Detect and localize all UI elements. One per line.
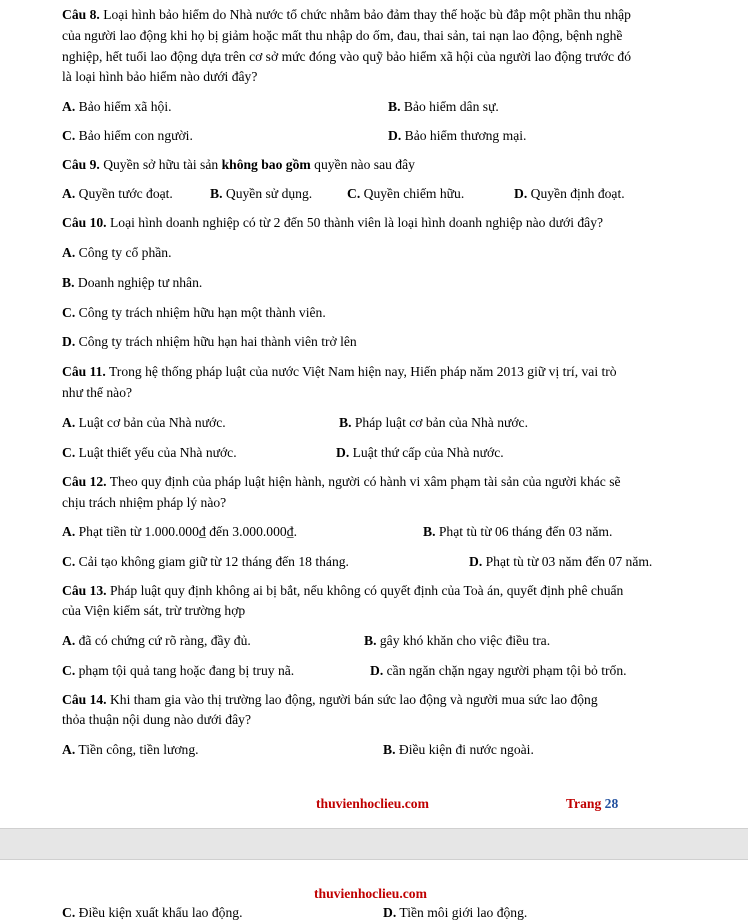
q13-option-d [370, 662, 627, 680]
q14-line-2 [62, 711, 251, 729]
q8-option-c [62, 127, 193, 145]
option-text: phạm tội quả tang hoặc đang bị truy nã. [78, 663, 295, 678]
option-text: Phạt tiền từ 1.000.000₫ đến 3.000.000₫. [78, 524, 298, 539]
option-key: B. [383, 742, 396, 757]
q8-text-2: của người lao động khi họ bị giảm hoặc mất thu nhập do ốm, đau, thai sản, tai nạn lao động, bệnh nghề [62, 28, 623, 43]
option-key: D. [383, 905, 397, 920]
q8-option-d [388, 127, 526, 145]
q10-line [62, 214, 603, 232]
option-text: Điều kiện đi nước ngoài. [398, 742, 534, 757]
q14-line-1 [62, 691, 598, 709]
option-key: D. [388, 128, 402, 143]
q9-label: Câu 9. [62, 157, 100, 172]
option-text: Tiền môi giới lao động. [399, 905, 528, 920]
document-page-29 [0, 860, 748, 922]
q12-option-a [62, 523, 297, 541]
q13-line-1 [62, 582, 623, 600]
q9-option-b [210, 185, 312, 203]
q8-text-4: là loại hình bảo hiểm nào dưới đây? [62, 69, 258, 84]
q11-option-d [336, 444, 504, 462]
option-text: Pháp luật cơ bản của Nhà nước. [354, 415, 528, 430]
option-text: Bảo hiểm dân sự. [403, 99, 499, 114]
option-key: A. [62, 633, 76, 648]
option-key: A. [62, 99, 76, 114]
q12-label: Câu 12. [62, 474, 107, 489]
q14-option-a [62, 741, 199, 759]
q11-option-c [62, 444, 237, 462]
option-text: Luật thứ cấp của Nhà nước. [352, 445, 504, 460]
option-key: C. [62, 663, 76, 678]
q13-text-1: Pháp luật quy định không ai bị bắt, nếu không có quyết định của Toà án, quyết định phê chuẩn [109, 583, 624, 598]
q13-line-2 [62, 602, 245, 620]
q8-option-b [388, 98, 499, 116]
q14-option-d [383, 904, 527, 922]
option-text: Quyền sử dụng. [225, 186, 313, 201]
option-key: A. [62, 524, 76, 539]
q9-option-c [347, 185, 464, 203]
q12-line-1 [62, 473, 621, 491]
footer-site-text[interactable]: thuvienhoclieu.com [316, 796, 429, 811]
q11-text-2: như thế nào? [62, 385, 133, 400]
q12-text-1: Theo quy định của pháp luật hiện hành, người có hành vi xâm phạm tài sản của người khác sẽ [109, 474, 621, 489]
q11-text-1: Trong hệ thống pháp luật của nước Việt Nam hiện nay, Hiến pháp năm 2013 giữ vị trí, vai trò [108, 364, 617, 379]
q11-line-2 [62, 384, 132, 402]
option-key: B. [210, 186, 223, 201]
q11-option-a [62, 414, 226, 432]
q8-text-1: Loại hình bảo hiểm do Nhà nước tổ chức nhằm bảo đảm thay thế hoặc bù đắp một phần thu nhập [103, 7, 631, 22]
option-key: C. [62, 905, 76, 920]
option-text: Luật thiết yếu của Nhà nước. [78, 445, 237, 460]
q13-text-2: của Viện kiểm sát, trừ trường hợp [62, 603, 246, 618]
page-separator [0, 828, 748, 860]
option-text: Tiền công, tiền lương. [78, 742, 199, 757]
q10-option-b [62, 274, 202, 292]
option-text: Quyền tước đoạt. [78, 186, 173, 201]
q8-option-a [62, 98, 172, 116]
option-text: Luật cơ bản của Nhà nước. [78, 415, 226, 430]
option-text: Công ty trách nhiệm hữu hạn một thành viên. [78, 305, 326, 320]
q11-label: Câu 11. [62, 364, 106, 379]
option-text: Cải tạo không giam giữ từ 12 tháng đến 18 tháng. [78, 554, 349, 569]
header-site-text[interactable]: thuvienhoclieu.com [314, 886, 427, 901]
q13-label: Câu 13. [62, 583, 107, 598]
q8-line-1 [62, 6, 631, 24]
q13-option-c [62, 662, 294, 680]
q12-text-2: chịu trách nhiệm pháp lý nào? [62, 495, 227, 510]
header-site-link[interactable] [314, 886, 427, 902]
option-text: Bảo hiểm xã hội. [78, 99, 172, 114]
option-key: B. [423, 524, 436, 539]
option-key: C. [62, 305, 76, 320]
option-key: C. [62, 128, 76, 143]
option-key: C. [347, 186, 361, 201]
option-key: D. [370, 663, 384, 678]
option-key: D. [514, 186, 528, 201]
q14-option-c [62, 904, 242, 922]
option-text: Bảo hiểm thương mại. [404, 128, 527, 143]
option-text: Quyền chiếm hữu. [363, 186, 465, 201]
q11-line-1 [62, 363, 617, 381]
option-key: D. [62, 334, 76, 349]
option-key: B. [364, 633, 377, 648]
option-text: gây khó khăn cho việc điều tra. [379, 633, 551, 648]
option-key: D. [336, 445, 350, 460]
q8-line-2 [62, 27, 622, 45]
option-key: D. [469, 554, 483, 569]
option-key: B. [339, 415, 352, 430]
q8-line-4 [62, 68, 257, 86]
q14-option-b [383, 741, 534, 759]
q9-text-bold: không bao gồm [221, 157, 311, 172]
page-number: 28 [604, 796, 619, 811]
option-key: A. [62, 245, 76, 260]
q14-text-2: thỏa thuận nội dung nào dưới đây? [62, 712, 251, 727]
q9-text-post: quyền nào sau đây [314, 157, 415, 172]
option-text: Phạt tù từ 03 năm đến 07 năm. [485, 554, 653, 569]
option-key: B. [62, 275, 75, 290]
option-key: A. [62, 415, 76, 430]
page-label: Trang [566, 796, 602, 811]
q9-text-pre: Quyền sở hữu tài sản [103, 157, 219, 172]
option-text: Bảo hiểm con người. [78, 128, 193, 143]
q13-option-a [62, 632, 251, 650]
q12-option-b [423, 523, 612, 541]
footer-site-link[interactable] [316, 796, 429, 812]
q8-line-3 [62, 48, 631, 66]
option-text: Điều kiện xuất khẩu lao động. [78, 905, 243, 920]
footer-page-number [566, 796, 618, 812]
option-key: A. [62, 186, 76, 201]
q10-option-c [62, 304, 326, 322]
option-key: A. [62, 742, 76, 757]
q8-label: Câu 8. [62, 7, 100, 22]
q10-option-a [62, 244, 172, 262]
option-text: Phạt tù từ 06 tháng đến 03 năm. [438, 524, 613, 539]
q12-option-d [469, 553, 652, 571]
q14-label: Câu 14. [62, 692, 107, 707]
option-text: Doanh nghiệp tư nhân. [77, 275, 203, 290]
q10-label: Câu 10. [62, 215, 107, 230]
q12-option-c [62, 553, 349, 571]
q13-option-b [364, 632, 550, 650]
option-key: C. [62, 554, 76, 569]
option-text: đã có chứng cứ rõ ràng, đầy đủ. [78, 633, 251, 648]
q11-option-b [339, 414, 528, 432]
option-text: Quyền định đoạt. [530, 186, 625, 201]
option-text: Công ty cổ phần. [78, 245, 172, 260]
q14-text-1: Khi tham gia vào thị trường lao động, người bán sức lao động và người mua sức lao động [109, 692, 598, 707]
q10-text: Loại hình doanh nghiệp có từ 2 đến 50 thành viên là loại hình doanh nghiệp nào dưới đây? [109, 215, 604, 230]
option-key: B. [388, 99, 401, 114]
q12-line-2 [62, 494, 226, 512]
q9-option-a [62, 185, 173, 203]
option-text: Công ty trách nhiệm hữu hạn hai thành viên trở lên [78, 334, 357, 349]
option-text: cần ngăn chặn ngay người phạm tội bỏ trốn. [386, 663, 627, 678]
q9-option-d [514, 185, 625, 203]
q8-text-3: nghiệp, hết tuổi lao động dựa trên cơ sở mức đóng vào quỹ bảo hiểm xã hội của người lao động trước đó [62, 49, 632, 64]
option-key: C. [62, 445, 76, 460]
q10-option-d [62, 333, 357, 351]
q9-line [62, 156, 415, 174]
